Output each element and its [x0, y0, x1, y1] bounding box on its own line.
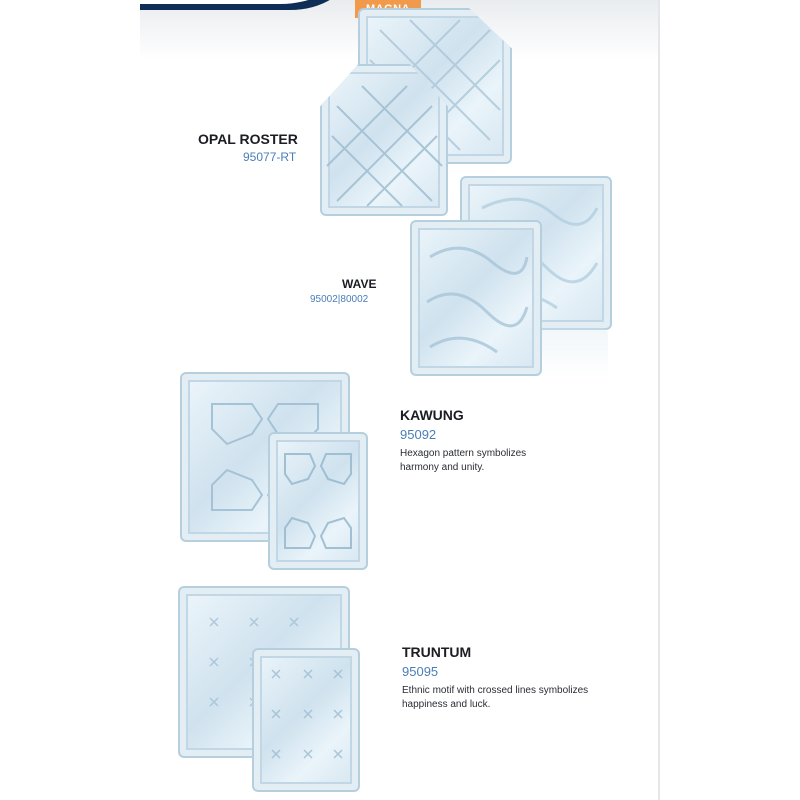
hexagon-pattern-front	[270, 434, 366, 568]
page-edge	[658, 0, 660, 800]
wave-pattern-front	[412, 222, 540, 374]
opal-roster-front-block	[320, 64, 448, 216]
product-name-kawung: KAWUNG	[400, 407, 464, 423]
product-code-truntum: 95095	[402, 664, 439, 679]
truntum-front-block	[252, 648, 360, 792]
wave-front-block	[410, 220, 542, 376]
product-name-truntum: TRUNTUM	[402, 644, 472, 660]
product-code-kawung: 95092	[400, 427, 437, 442]
product-name-wave: WAVE	[342, 277, 377, 291]
star-pattern-front	[254, 650, 358, 790]
product-description-truntum: Ethnic motif with crossed lines symbolizes happiness and luck.	[402, 685, 589, 710]
diamond-pattern-front	[322, 66, 446, 214]
kawung-front-block	[268, 432, 368, 570]
product-code-wave: 95002|80002	[310, 294, 369, 305]
product-description-kawung: Hexagon pattern symbolizes harmony and unity.	[400, 448, 527, 473]
product-code-opal-roster: 95077-RT	[243, 150, 297, 164]
product-name-opal-roster: OPAL ROSTER	[198, 131, 298, 147]
